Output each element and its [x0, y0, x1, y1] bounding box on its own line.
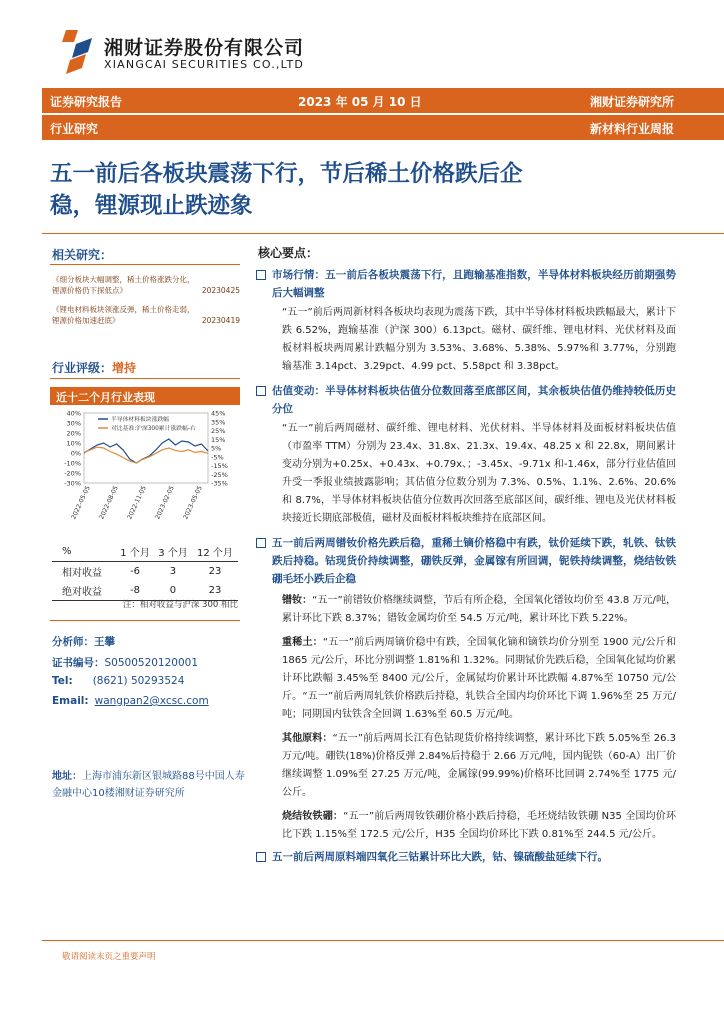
y-left-tick-label: -20%: [64, 469, 81, 478]
performance-chart: [50, 405, 240, 530]
checkbox-bullet-icon: [256, 538, 266, 548]
performance-table: [52, 542, 238, 601]
rating-label: 行业评级：: [52, 361, 113, 375]
sidebar-divider: [50, 378, 240, 379]
table-header-cell: %: [62, 546, 72, 557]
paragraph-lead: 镨钕：: [282, 595, 313, 606]
checkbox-bullet-icon: [256, 852, 266, 862]
bullet-heading-text: 估值变动：半导体材料板块估值分位数回落至底部区间，其余板块估值仍维持较低历史分位: [272, 385, 676, 415]
key-points-heading: 核心要点：: [258, 246, 319, 260]
paragraph-text: “五一”前后两周钕铁硼价格小跌后持稳，毛坯烧结钕铁硼 N35 全国均价环比下跌 1.15%至 172.5 元/公斤，H35 全国均价环比下跌 0.81%至 244.5 元/公斤。: [282, 811, 676, 840]
section-prices-heading: [256, 534, 676, 588]
y-right-tick-label: -5%: [211, 453, 224, 462]
section-market-heading: [256, 266, 676, 302]
cert-row: [52, 655, 198, 670]
cert-label: 证书编号：: [52, 657, 105, 669]
table-row: [52, 562, 238, 582]
bullet-heading-text: 五一前后两周镨钕价格先跌后稳，重稀土镝价格稳中有跌，钛价延续下跌，轧铁、钛铁跌后持稳。钴现货价持续调整，硼铁反弹，金属镓有所回调，铌铁持续调整，烧结钕铁硼毛坯小跌后企稳: [272, 537, 676, 585]
tel-row: [52, 675, 184, 687]
paragraph-ndfeb: [256, 808, 676, 844]
tel-value: (8621) 50293524: [92, 675, 185, 687]
company-name-cn: 湘财证券股份有限公司: [104, 37, 305, 59]
company-logo-icon: [62, 30, 98, 76]
table-cell: 3: [169, 566, 177, 577]
table-cell: 相对收益: [62, 568, 102, 579]
y-left-tick-label: 40%: [66, 409, 81, 418]
tel-label: Tel:: [52, 675, 73, 687]
x-tick-label: 2022-05-05: [70, 484, 92, 521]
paragraph-text: “五一”前后两周长江有色钴现货价格持续调整，累计环比下跌 5.05%至 26.3 万元/吨。硼铁(18%)价格反弹 2.84%后持稳于 2.66 万元/吨，国内铌铁（60-A）出厂价继续调整 1.09%至 27.25 万元/吨，金属镓(99.99%)价格环比回调 2.74%至 1775 元/公斤。: [282, 733, 676, 798]
chart-series-line: [84, 447, 208, 463]
table-header-cell: 3 个月: [158, 548, 188, 559]
section-cobalt-heading: [256, 848, 676, 866]
table-cell: 23: [208, 566, 222, 577]
email-row: [52, 695, 209, 707]
x-tick-label: 2023-02-05: [154, 484, 176, 521]
industry-rating: [52, 359, 136, 376]
paragraph-other-materials: [256, 730, 676, 802]
table-header-cell: 1 个月: [120, 548, 150, 559]
y-left-tick-label: 10%: [66, 439, 81, 448]
analyst-row: [52, 634, 115, 649]
related-item[interactable]: [52, 304, 240, 326]
report-category: 行业研究: [50, 122, 99, 136]
y-right-tick-label: 5%: [211, 444, 222, 453]
paragraph-prnd: [256, 592, 676, 628]
y-right-tick-label: 45%: [211, 409, 226, 418]
y-left-tick-label: -30%: [64, 479, 81, 488]
performance-heading-text: 近十二个月行业表现: [56, 391, 155, 404]
paragraph-text: “五一”前镨钕价格继续调整，节后有所企稳，全国氧化镨钕均价至 43.8 万元/吨，累计环比下跌 8.37%；镨钕金属均价至 54.5 万元/吨，累计环比下跌 5.22%。: [282, 595, 677, 624]
title-line-1: 五一前后各板块震荡下行，节后稀土价格跌后企: [50, 161, 523, 187]
main-body: [256, 266, 676, 866]
bullet-heading-text: 市场行情：五一前后各板块震荡下行，且跑输基准指数，半导体材料板块经历前期强势后大幅调整: [272, 269, 676, 299]
related-research-heading: 相关研究：: [52, 248, 113, 262]
table-header-row: [52, 542, 238, 562]
analyst-name: 王攀: [94, 636, 115, 648]
y-right-tick-label: -35%: [211, 479, 228, 488]
company-name-en: XIANGCAI SECURITIES CO.,LTD: [104, 58, 305, 71]
paragraph-lead: 其他原料：: [282, 733, 333, 744]
y-left-tick-label: -10%: [64, 459, 81, 468]
table-cell: -6: [130, 566, 141, 577]
y-right-tick-label: -15%: [211, 462, 228, 470]
y-right-tick-label: -25%: [211, 470, 228, 479]
related-item-title-1: 《锂电材料板块领涨反弹，稀土价格走弱，: [52, 305, 195, 314]
disclaimer-notice: 敬请阅读末页之重要声明: [62, 952, 156, 962]
section-market-body: “五一”前后两周新材料各板块均表现为震荡下跌，其中半导体材料板块跌幅最大，累计下跌 6.52%，跑输基准（沪深 300）6.13pct。磁材、碳纤维、锂电材料、光伏材料及面板材料板块两周累计跌幅分别为 3.53%、3.68%、5.38%、5.97%和 3.77%，分别跑输基准 3.14pct、3.29pct、4.99 pct、5.58pct 和 3.38pct。: [282, 307, 676, 372]
y-right-tick-label: 15%: [211, 435, 226, 444]
related-item-date: 20230419: [201, 316, 240, 325]
related-research-list: [52, 274, 240, 326]
related-item-title-2: 锂源价格加速赶底》: [52, 316, 120, 325]
related-item[interactable]: [52, 274, 240, 296]
report-date: 2023 年 05 月 10 日: [298, 95, 422, 109]
sidebar-divider: [50, 264, 240, 265]
header-band-1: [42, 88, 724, 113]
table-cell: 0: [169, 585, 177, 596]
bullet-heading-text: 五一前后两周原料端四氧化三钴累计环比大跌，钴、镍硫酸盐延续下行。: [272, 851, 608, 863]
paragraph-text: “五一”前后两周镝价稳中有跌，全国氧化镝和镝铁均价分别至 1900 元/公斤和 1865 元/公斤，环比分别调整 1.81%和 1.32%。同期铽价先跌后稳，全国氧化铽均价累计环比跌幅 3.45%至 8400 元/公斤，金属铽均价累计环比跌幅 4.87%至 10750 元/公斤。“五一”前后两周轧铁价格跌后持稳，轧铁合全国内均价环比下调 1.96%至 25 万元/吨；同期国内钛铁含全回调 1.63%至 60.5 万元/吨。: [282, 637, 676, 720]
x-tick-label: 2022-08-05: [98, 484, 120, 521]
table-note: 注：相对收益与沪深 300 相比: [122, 600, 238, 610]
header-band-2: [42, 115, 724, 140]
address-label: 地址：: [52, 771, 82, 782]
report-series: 新材料行业周报: [589, 122, 674, 136]
table-cell: 绝对收益: [62, 587, 102, 598]
research-institute: 湘财证券研究所: [589, 95, 674, 109]
y-left-tick-label: 30%: [66, 419, 81, 428]
chart-series-line: [84, 439, 208, 463]
table-cell: 23: [208, 585, 222, 596]
address-block: [52, 768, 247, 802]
report-title: [50, 158, 690, 222]
y-left-tick-label: 0%: [70, 449, 81, 458]
legend-label: 半导体材料板块涨跌幅: [111, 417, 169, 424]
cert-value: S0500520120001: [104, 657, 199, 669]
address-text: 上海市浦东新区银城路88号中国人寿金融中心10楼湘财证券研究所: [52, 771, 245, 799]
paragraph-lead: 重稀土：: [282, 637, 323, 648]
related-item-title-1: 《细分板块大幅调整，稀土价格涨跌分化，: [52, 275, 195, 284]
table-header-cell: 12 个月: [197, 548, 233, 559]
y-right-tick-label: 25%: [211, 427, 226, 435]
table-cell: -8: [130, 585, 141, 596]
related-item-title-2: 锂源价格仍下探低点》: [52, 286, 127, 295]
footer-divider: [42, 940, 724, 941]
analyst-label: 分析师：: [52, 636, 94, 648]
section-valuation-heading: [256, 382, 676, 418]
performance-heading: [50, 387, 240, 405]
paragraph-heavy-rare-earth: [256, 634, 676, 724]
report-type: 证券研究报告: [50, 95, 123, 109]
email-link[interactable]: wangpan2@xcsc.com: [94, 695, 209, 707]
section-valuation-body: “五一”前后两周磁材、碳纤维、锂电材料、光伏材料、半导体材料及面板材料板块估值（市盈率 TTM）分别为 23.4x、31.8x、21.3x、19.4x、48.25 x 和 22.8x，期间累计变动分别为+0.25x、+0.43x、+0.79x、；-3.45x、-9.71x 和-1.46x，部分行业估值回升受一季报业绩披露影响；其估值分位数分别为 7.3%、0.5%、1.1%、2.6%、20.6%和 8.7%，半导体材料板块估值分位数再次回落至底部区间，碳纤维、锂电及光伏材料板块接近长期底部极值，磁材及面板材料板块维持在底部区间。: [282, 423, 676, 524]
x-tick-label: 2022-11-05: [126, 484, 148, 521]
y-left-tick-label: 20%: [66, 429, 81, 438]
legend-label: 对比基准:沪深300累计涨跌幅-右: [111, 426, 196, 433]
title-divider: [42, 233, 724, 234]
sidebar-divider: [50, 620, 240, 621]
checkbox-bullet-icon: [256, 386, 266, 396]
related-item-date: 20230425: [201, 286, 240, 295]
y-right-tick-label: 35%: [211, 418, 226, 427]
title-line-2: 稳，锂源现止跌迹象: [50, 193, 253, 219]
paragraph-lead: 烧结钕铁硼：: [282, 811, 344, 822]
email-label: Email:: [52, 695, 89, 707]
checkbox-bullet-icon: [256, 270, 266, 280]
rating-value: 增持: [112, 361, 137, 375]
x-tick-label: 2023-05-05: [182, 484, 204, 521]
